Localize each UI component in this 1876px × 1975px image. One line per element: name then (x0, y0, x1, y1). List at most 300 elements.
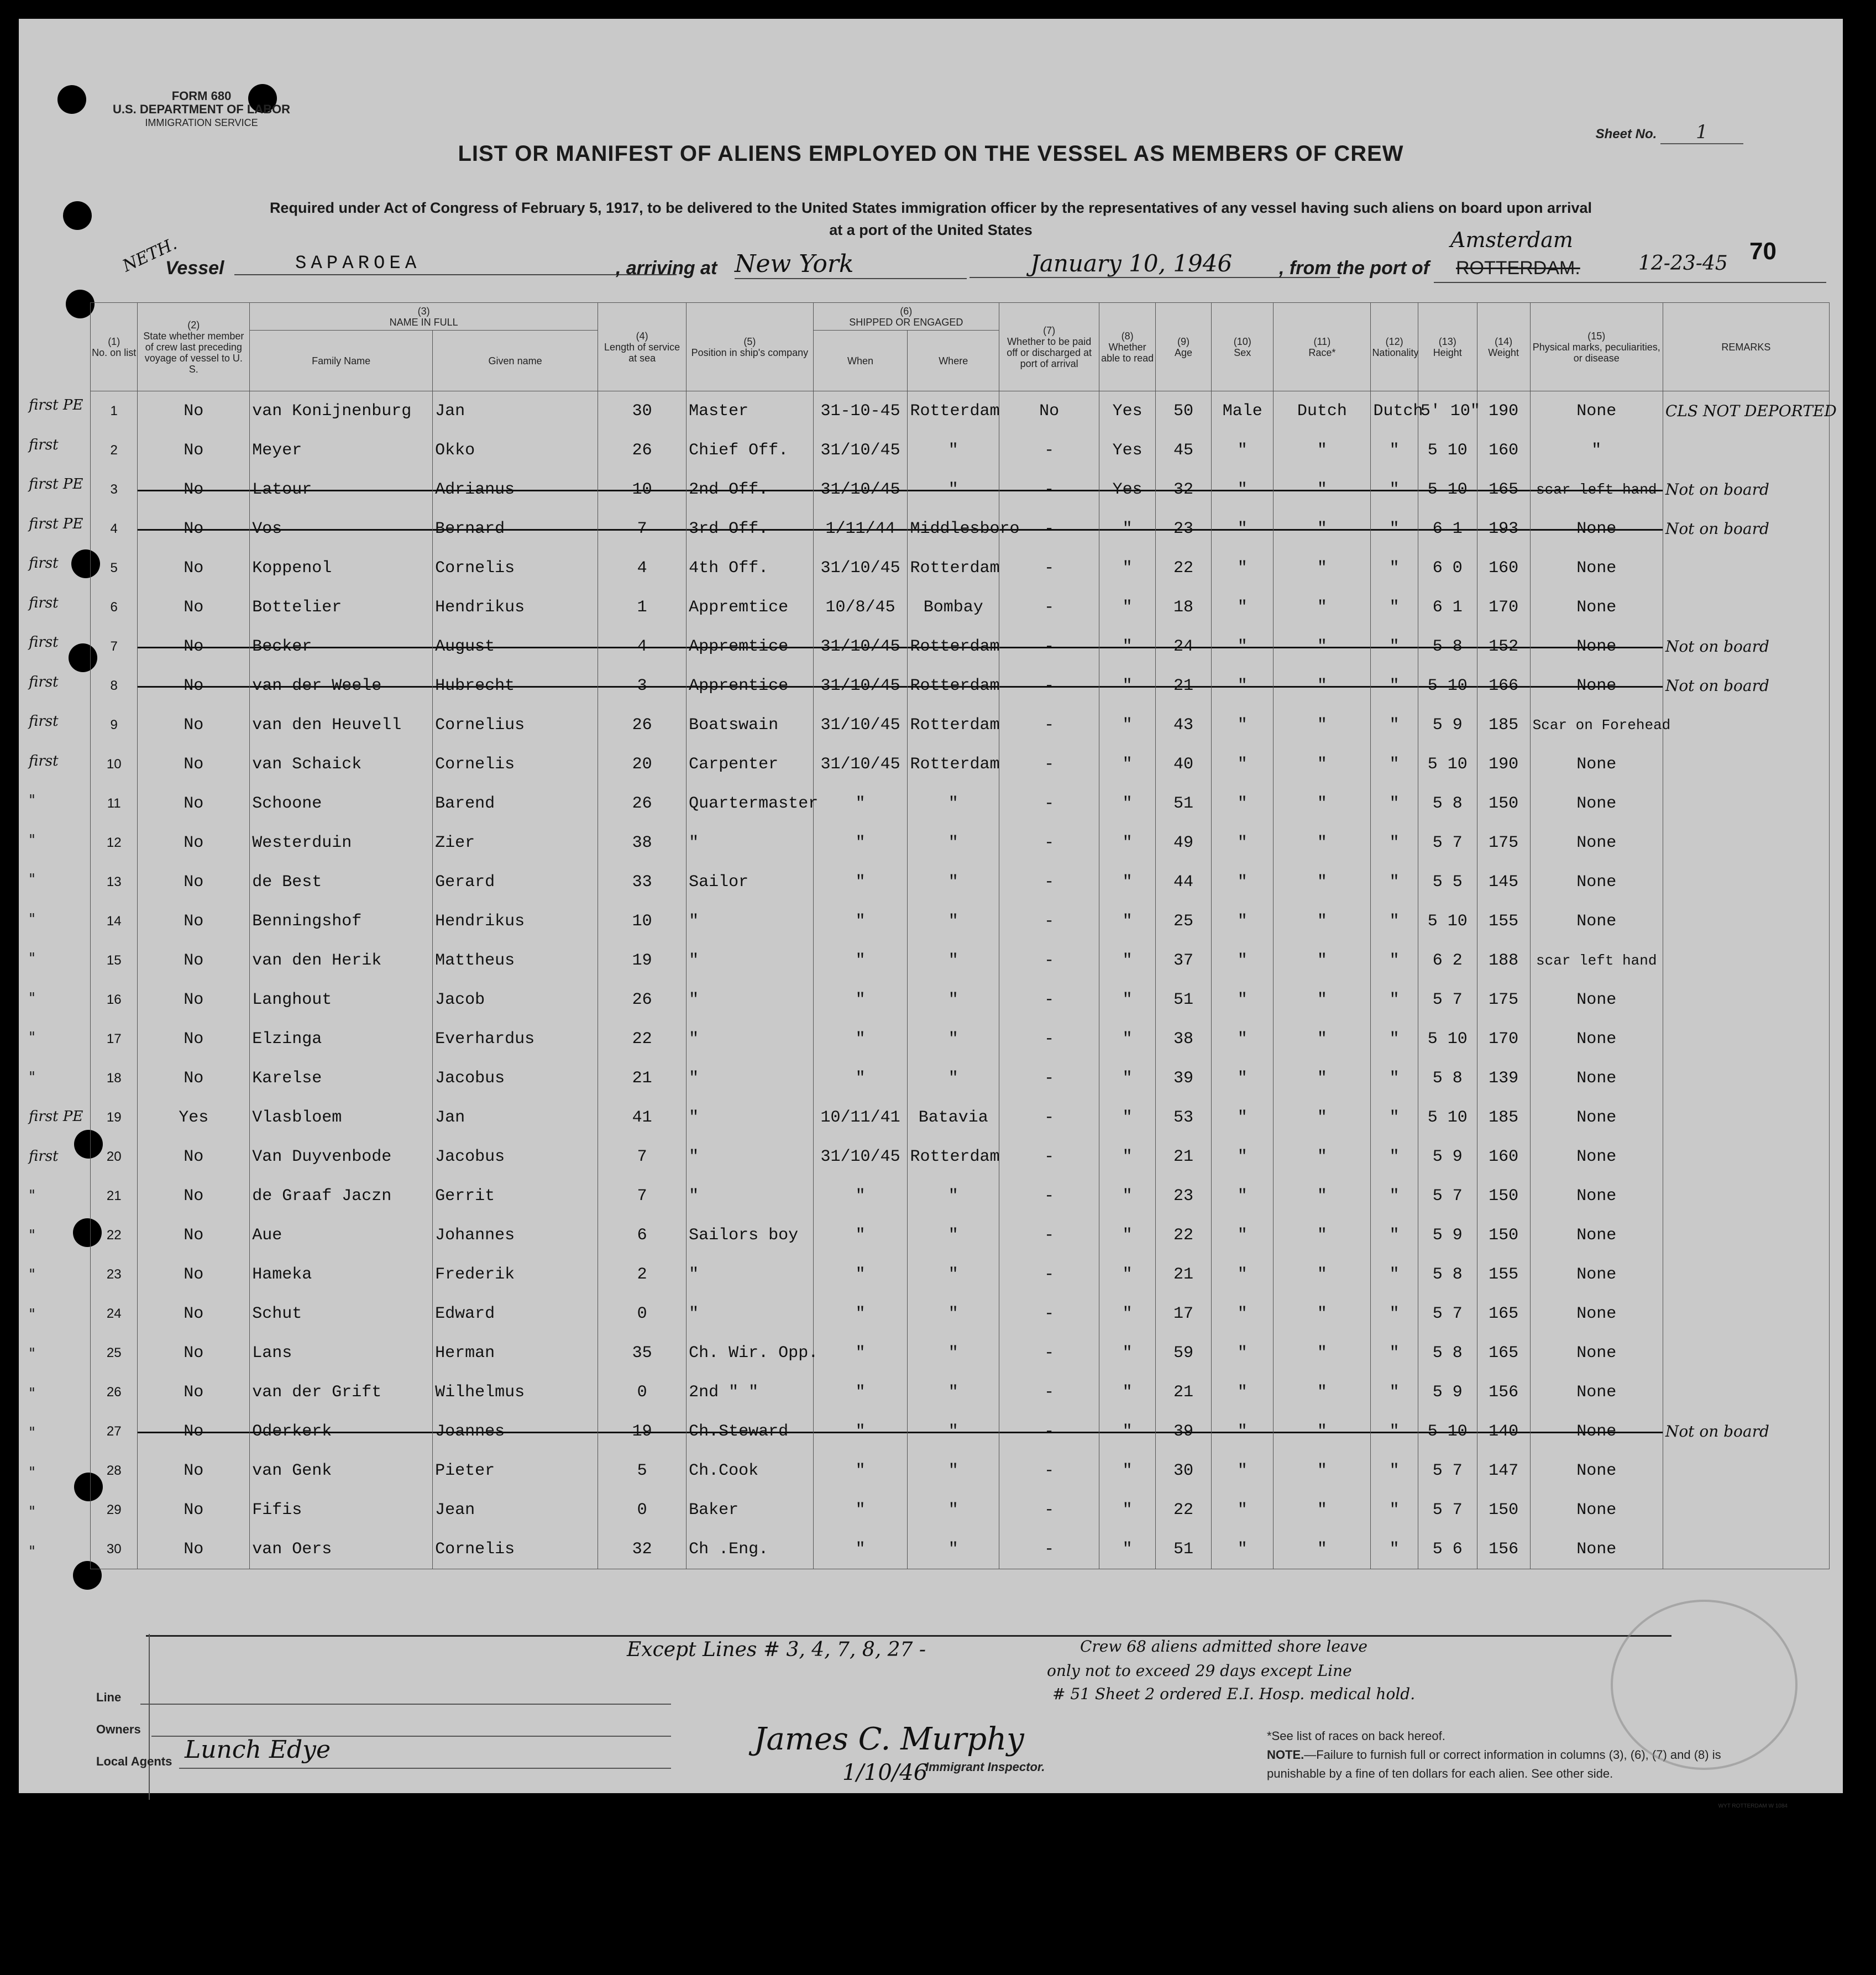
cell-height: 5 7 (1418, 1176, 1477, 1216)
cell-read: " (1099, 1137, 1155, 1176)
cell-sex: " (1212, 548, 1274, 588)
cell-no: 27 (91, 1412, 138, 1451)
cell-service: 7 (598, 1176, 687, 1216)
cell-paid: - (999, 470, 1099, 509)
margin-note: " (29, 950, 35, 967)
cell-family: Elzinga (250, 1019, 433, 1059)
cell-read: " (1099, 1529, 1155, 1569)
cell-sex: " (1212, 823, 1274, 862)
cell-family: Meyer (250, 431, 433, 470)
cell-height: 5 9 (1418, 1372, 1477, 1412)
cell-read: " (1099, 1059, 1155, 1098)
cell-paid: - (999, 823, 1099, 862)
cell-race: " (1274, 1451, 1371, 1490)
sheet-label: Sheet No. (1595, 127, 1657, 142)
cell-service: 26 (598, 980, 687, 1019)
col-header-when: When (813, 331, 908, 391)
table-row (91, 1333, 1830, 1372)
cell-race: " (1274, 862, 1371, 902)
cell-marks: None (1530, 548, 1663, 588)
cell-prev: No (138, 1490, 250, 1529)
cell-position: Ch.Steward (687, 1412, 814, 1451)
cell-weight: 139 (1477, 1059, 1530, 1098)
cell-remarks (1663, 1333, 1829, 1372)
sheet-value: 1 (1660, 121, 1743, 144)
col-header-10: (10) Sex (1212, 303, 1274, 391)
cell-position: Sailor (687, 862, 814, 902)
cell-marks: None (1530, 1333, 1663, 1372)
cell-marks: None (1530, 1451, 1663, 1490)
cell-prev: No (138, 1529, 250, 1569)
cell-weight: 185 (1477, 705, 1530, 745)
crew-note-1: Crew 68 aliens admitted shore leave (1080, 1637, 1367, 1656)
cell-prev: No (138, 1059, 250, 1098)
col-header-14: (14) Weight (1477, 303, 1530, 391)
cell-paid: - (999, 1255, 1099, 1294)
table-bottom-rule (146, 1635, 1671, 1637)
cell-race: " (1274, 1529, 1371, 1569)
cell-read: " (1099, 1333, 1155, 1372)
cell-nationality: " (1371, 431, 1418, 470)
cell-age: 51 (1155, 980, 1211, 1019)
cell-given: Joannes (433, 1412, 598, 1451)
cell-read: " (1099, 980, 1155, 1019)
cell-no: 16 (91, 980, 138, 1019)
table-row (91, 1059, 1830, 1098)
margin-note: first (29, 713, 59, 730)
cell-age: 17 (1155, 1294, 1211, 1333)
cell-age: 21 (1155, 1372, 1211, 1412)
cell-when: " (813, 1372, 908, 1412)
cell-given: Hendrikus (433, 588, 598, 627)
cell-when: " (813, 1490, 908, 1529)
table-row (91, 823, 1830, 862)
cell-weight: 193 (1477, 509, 1530, 548)
cell-remarks (1663, 1176, 1829, 1216)
cell-service: 7 (598, 509, 687, 548)
cell-race: " (1274, 980, 1371, 1019)
cell-height: 5 7 (1418, 823, 1477, 862)
cell-given: Jacobus (433, 1059, 598, 1098)
cell-paid: - (999, 1490, 1099, 1529)
cell-race: " (1274, 1294, 1371, 1333)
cell-paid: - (999, 1412, 1099, 1451)
cell-race: " (1274, 666, 1371, 705)
cell-remarks (1663, 1294, 1829, 1333)
cell-no: 12 (91, 823, 138, 862)
cell-read: " (1099, 902, 1155, 941)
cell-where: Bombay (908, 588, 999, 627)
cell-remarks (1663, 862, 1829, 902)
cell-prev: No (138, 1019, 250, 1059)
col-header-11: (11) Race* (1274, 303, 1371, 391)
cell-nationality: " (1371, 1059, 1418, 1098)
owners-label: Owners (96, 1722, 141, 1736)
cell-weight: 190 (1477, 745, 1530, 784)
cell-remarks (1663, 1059, 1829, 1098)
cell-given: Jan (433, 1098, 598, 1137)
cell-prev: No (138, 509, 250, 548)
cell-where: " (908, 941, 999, 980)
cell-age: 51 (1155, 1529, 1211, 1569)
cell-marks: " (1530, 431, 1663, 470)
margin-note: " (29, 1029, 35, 1046)
cell-no: 7 (91, 627, 138, 666)
margin-note: first (29, 673, 59, 690)
col-header-2: (2) State whether member of crew last preceding voyage of vessel to U. S. (138, 303, 250, 391)
margin-note: first (29, 555, 59, 572)
cell-position: " (687, 1059, 814, 1098)
cell-service: 26 (598, 784, 687, 823)
cell-given: Bernard (433, 509, 598, 548)
cell-service: 0 (598, 1294, 687, 1333)
cell-nationality: " (1371, 627, 1418, 666)
cell-race: Dutch (1274, 391, 1371, 431)
cell-remarks: Not on board (1663, 470, 1829, 509)
cell-marks: None (1530, 1372, 1663, 1412)
cell-read: " (1099, 862, 1155, 902)
cell-remarks: Not on board (1663, 627, 1829, 666)
cell-no: 19 (91, 1098, 138, 1137)
cell-no: 24 (91, 1294, 138, 1333)
cell-family: de Graaf Jaczn (250, 1176, 433, 1216)
cell-where: Rotterdam (908, 1137, 999, 1176)
margin-note: first PE (29, 476, 83, 493)
cell-remarks (1663, 1098, 1829, 1137)
cell-prev: No (138, 588, 250, 627)
cell-height: 6 1 (1418, 509, 1477, 548)
cell-position: Chief Off. (687, 431, 814, 470)
cell-age: 23 (1155, 1176, 1211, 1216)
cell-read: " (1099, 548, 1155, 588)
cell-where: Rotterdam (908, 391, 999, 431)
cell-race: " (1274, 627, 1371, 666)
cell-nationality: " (1371, 1333, 1418, 1372)
cell-race: " (1274, 745, 1371, 784)
cell-prev: No (138, 862, 250, 902)
cell-given: Hendrikus (433, 902, 598, 941)
cell-marks: None (1530, 1412, 1663, 1451)
cell-where: " (908, 1490, 999, 1529)
cell-position: Ch .Eng. (687, 1529, 814, 1569)
cell-service: 4 (598, 627, 687, 666)
cell-weight: 150 (1477, 1216, 1530, 1255)
cell-where: Rotterdam (908, 548, 999, 588)
cell-prev: No (138, 1176, 250, 1216)
cell-service: 41 (598, 1098, 687, 1137)
cell-age: 23 (1155, 509, 1211, 548)
table-row (91, 588, 1830, 627)
agents-rule (179, 1768, 671, 1769)
cell-weight: 152 (1477, 627, 1530, 666)
cell-remarks (1663, 588, 1829, 627)
cell-given: Pieter (433, 1451, 598, 1490)
cell-prev: No (138, 627, 250, 666)
cell-paid: - (999, 1529, 1099, 1569)
cell-height: 5 7 (1418, 980, 1477, 1019)
corner-number: 70 (1749, 238, 1777, 265)
cell-remarks (1663, 784, 1829, 823)
cell-height: 5 7 (1418, 1451, 1477, 1490)
cell-marks: None (1530, 902, 1663, 941)
cell-given: Cornelius (433, 705, 598, 745)
margin-note: " (29, 1345, 35, 1362)
cell-service: 5 (598, 1451, 687, 1490)
cell-weight: 160 (1477, 431, 1530, 470)
cell-when: " (813, 1333, 908, 1372)
cell-where: " (908, 1451, 999, 1490)
cell-nationality: " (1371, 1137, 1418, 1176)
cell-sex: " (1212, 1176, 1274, 1216)
cell-when: " (813, 1451, 908, 1490)
table-row (91, 1216, 1830, 1255)
cell-height: 5 9 (1418, 1137, 1477, 1176)
official-seal (1611, 1600, 1798, 1770)
cell-sex: " (1212, 1372, 1274, 1412)
cell-nationality: " (1371, 980, 1418, 1019)
cell-paid: - (999, 666, 1099, 705)
cell-remarks (1663, 902, 1829, 941)
cell-when: 31/10/45 (813, 470, 908, 509)
cell-height: 5 6 (1418, 1529, 1477, 1569)
cell-remarks (1663, 1137, 1829, 1176)
cell-given: Everhardus (433, 1019, 598, 1059)
cell-where: " (908, 1019, 999, 1059)
cell-given: Herman (433, 1333, 598, 1372)
cell-sex: " (1212, 1059, 1274, 1098)
col-header-3: (3) NAME IN FULL (250, 303, 598, 331)
cell-age: 21 (1155, 1137, 1211, 1176)
cell-nationality: Dutch (1371, 391, 1418, 431)
cell-paid: - (999, 1019, 1099, 1059)
cell-when: " (813, 1216, 908, 1255)
table-row (91, 391, 1830, 431)
cell-remarks (1663, 1490, 1829, 1529)
cell-family: Karelse (250, 1059, 433, 1098)
signature-date: 1/10/46 (842, 1760, 928, 1785)
cell-read: " (1099, 1176, 1155, 1216)
cell-remarks (1663, 1372, 1829, 1412)
crew-note-3: # 51 Sheet 2 ordered E.I. Hosp. medical hold. (1052, 1685, 1416, 1703)
cell-given: Okko (433, 431, 598, 470)
cell-sex: " (1212, 1019, 1274, 1059)
crew-note-2: only not to exceed 29 days except Line (1047, 1662, 1352, 1680)
cell-service: 6 (598, 1216, 687, 1255)
cell-no: 13 (91, 862, 138, 902)
cell-nationality: " (1371, 941, 1418, 980)
cell-nationality: " (1371, 666, 1418, 705)
cell-paid: - (999, 1137, 1099, 1176)
cell-marks: None (1530, 1019, 1663, 1059)
cell-position: 2nd " " (687, 1372, 814, 1412)
margin-note: " (29, 1068, 35, 1086)
cell-no: 9 (91, 705, 138, 745)
cell-given: Cornelis (433, 548, 598, 588)
cell-weight: 155 (1477, 902, 1530, 941)
cell-sex: " (1212, 509, 1274, 548)
cell-race: " (1274, 705, 1371, 745)
cell-where: " (908, 823, 999, 862)
fine-note: NOTE.—Failure to furnish full or correct information in columns (3), (6), (7) and (8) is punishable by a fine of ten dollars for each alien. See other side. (1267, 1748, 1721, 1780)
cell-service: 38 (598, 823, 687, 862)
cell-weight: 160 (1477, 1137, 1530, 1176)
cell-prev: No (138, 431, 250, 470)
agents-label: Local Agents (96, 1754, 172, 1768)
cell-remarks (1663, 980, 1829, 1019)
cell-remarks (1663, 745, 1829, 784)
cell-no: 1 (91, 391, 138, 431)
cell-no: 5 (91, 548, 138, 588)
cell-paid: - (999, 1098, 1099, 1137)
cell-no: 15 (91, 941, 138, 980)
cell-given: Jacobus (433, 1137, 598, 1176)
cell-where: " (908, 1294, 999, 1333)
cell-given: Cornelis (433, 745, 598, 784)
cell-sex: " (1212, 1294, 1274, 1333)
col-header-12: (12) Nationality (1371, 303, 1418, 391)
cell-age: 50 (1155, 391, 1211, 431)
cell-height: 5 7 (1418, 1294, 1477, 1333)
cell-service: 3 (598, 666, 687, 705)
cell-position: Appremtice (687, 588, 814, 627)
cell-race: " (1274, 902, 1371, 941)
cell-family: van der Weele (250, 666, 433, 705)
cell-read: " (1099, 1216, 1155, 1255)
cell-given: Adrianus (433, 470, 598, 509)
cell-race: " (1274, 823, 1371, 862)
form-number: FORM 680 (171, 89, 232, 103)
cell-prev: No (138, 1451, 250, 1490)
cell-race: " (1274, 470, 1371, 509)
cell-given: Jean (433, 1490, 598, 1529)
cell-family: Van Duyvenbode (250, 1137, 433, 1176)
cell-service: 4 (598, 548, 687, 588)
cell-given: Jan (433, 391, 598, 431)
manifest-page (19, 19, 1843, 1809)
cell-when: " (813, 1294, 908, 1333)
cell-position: " (687, 980, 814, 1019)
cell-sex: " (1212, 588, 1274, 627)
table-row (91, 1451, 1830, 1490)
cell-marks: None (1530, 666, 1663, 705)
cell-where: Rotterdam (908, 666, 999, 705)
port-handwritten: Amsterdam (1450, 228, 1573, 252)
cell-weight: 150 (1477, 1490, 1530, 1529)
cell-sex: " (1212, 784, 1274, 823)
margin-note: first (29, 634, 59, 651)
cell-marks: scar left hand (1530, 941, 1663, 980)
cell-where: " (908, 1059, 999, 1098)
cell-read: Yes (1099, 431, 1155, 470)
cell-weight: 165 (1477, 470, 1530, 509)
cell-marks: None (1530, 784, 1663, 823)
cell-paid: - (999, 627, 1099, 666)
col-header-where: Where (908, 331, 999, 391)
cell-service: 22 (598, 1019, 687, 1059)
cell-given: Gerard (433, 862, 598, 902)
cell-where: " (908, 1255, 999, 1294)
cell-read: " (1099, 627, 1155, 666)
cell-marks: scar left hand (1530, 470, 1663, 509)
cell-height: 5' 10" (1418, 391, 1477, 431)
cell-service: 1 (598, 588, 687, 627)
cell-no: 8 (91, 666, 138, 705)
cell-service: 32 (598, 1529, 687, 1569)
cell-height: 5 8 (1418, 1059, 1477, 1098)
table-row (91, 784, 1830, 823)
cell-paid: - (999, 1372, 1099, 1412)
cell-height: 6 1 (1418, 588, 1477, 627)
cell-paid: - (999, 941, 1099, 980)
cell-age: 38 (1155, 1019, 1211, 1059)
cell-prev: No (138, 980, 250, 1019)
margin-note: " (29, 1306, 35, 1323)
cell-sex: " (1212, 1216, 1274, 1255)
cell-family: Benningshof (250, 902, 433, 941)
cell-remarks (1663, 941, 1829, 980)
vessel-label: Vessel (165, 258, 224, 279)
cell-height: 5 10 (1418, 745, 1477, 784)
cell-where: Middlesboro (908, 509, 999, 548)
cell-height: 5 10 (1418, 666, 1477, 705)
cell-no: 21 (91, 1176, 138, 1216)
cell-service: 10 (598, 902, 687, 941)
cell-service: 2 (598, 1255, 687, 1294)
cell-marks: None (1530, 1176, 1663, 1216)
cell-nationality: " (1371, 1451, 1418, 1490)
cell-when: " (813, 941, 908, 980)
cell-family: van Oers (250, 1529, 433, 1569)
cell-prev: No (138, 548, 250, 588)
cell-family: Becker (250, 627, 433, 666)
cell-race: " (1274, 588, 1371, 627)
margin-note: " (29, 1424, 35, 1441)
cell-sex: " (1212, 1412, 1274, 1451)
cell-position: Boatswain (687, 705, 814, 745)
cell-read: Yes (1099, 391, 1155, 431)
table-row (91, 1294, 1830, 1333)
cell-read: " (1099, 1098, 1155, 1137)
cell-weight: 175 (1477, 980, 1530, 1019)
cell-sex: " (1212, 431, 1274, 470)
cell-position: " (687, 1098, 814, 1137)
cell-marks: None (1530, 627, 1663, 666)
cell-race: " (1274, 1019, 1371, 1059)
margin-note: " (29, 871, 35, 888)
cell-position: " (687, 1176, 814, 1216)
cell-family: Fifis (250, 1490, 433, 1529)
cell-weight: 170 (1477, 588, 1530, 627)
cell-family: Aue (250, 1216, 433, 1255)
cell-family: Langhout (250, 980, 433, 1019)
cell-nationality: " (1371, 1412, 1418, 1451)
cell-race: " (1274, 1137, 1371, 1176)
cell-weight: 156 (1477, 1372, 1530, 1412)
cell-nationality: " (1371, 1255, 1418, 1294)
footer-divider (149, 1634, 150, 1800)
cell-age: 22 (1155, 548, 1211, 588)
cell-prev: No (138, 1412, 250, 1451)
cell-paid: - (999, 1176, 1099, 1216)
margin-note: " (29, 1503, 35, 1520)
margin-note: " (29, 989, 35, 1007)
cell-paid: - (999, 548, 1099, 588)
cell-family: van den Heuvell (250, 705, 433, 745)
cell-family: van Genk (250, 1451, 433, 1490)
cell-given: Zier (433, 823, 598, 862)
cell-weight: 147 (1477, 1451, 1530, 1490)
cell-age: 40 (1155, 745, 1211, 784)
